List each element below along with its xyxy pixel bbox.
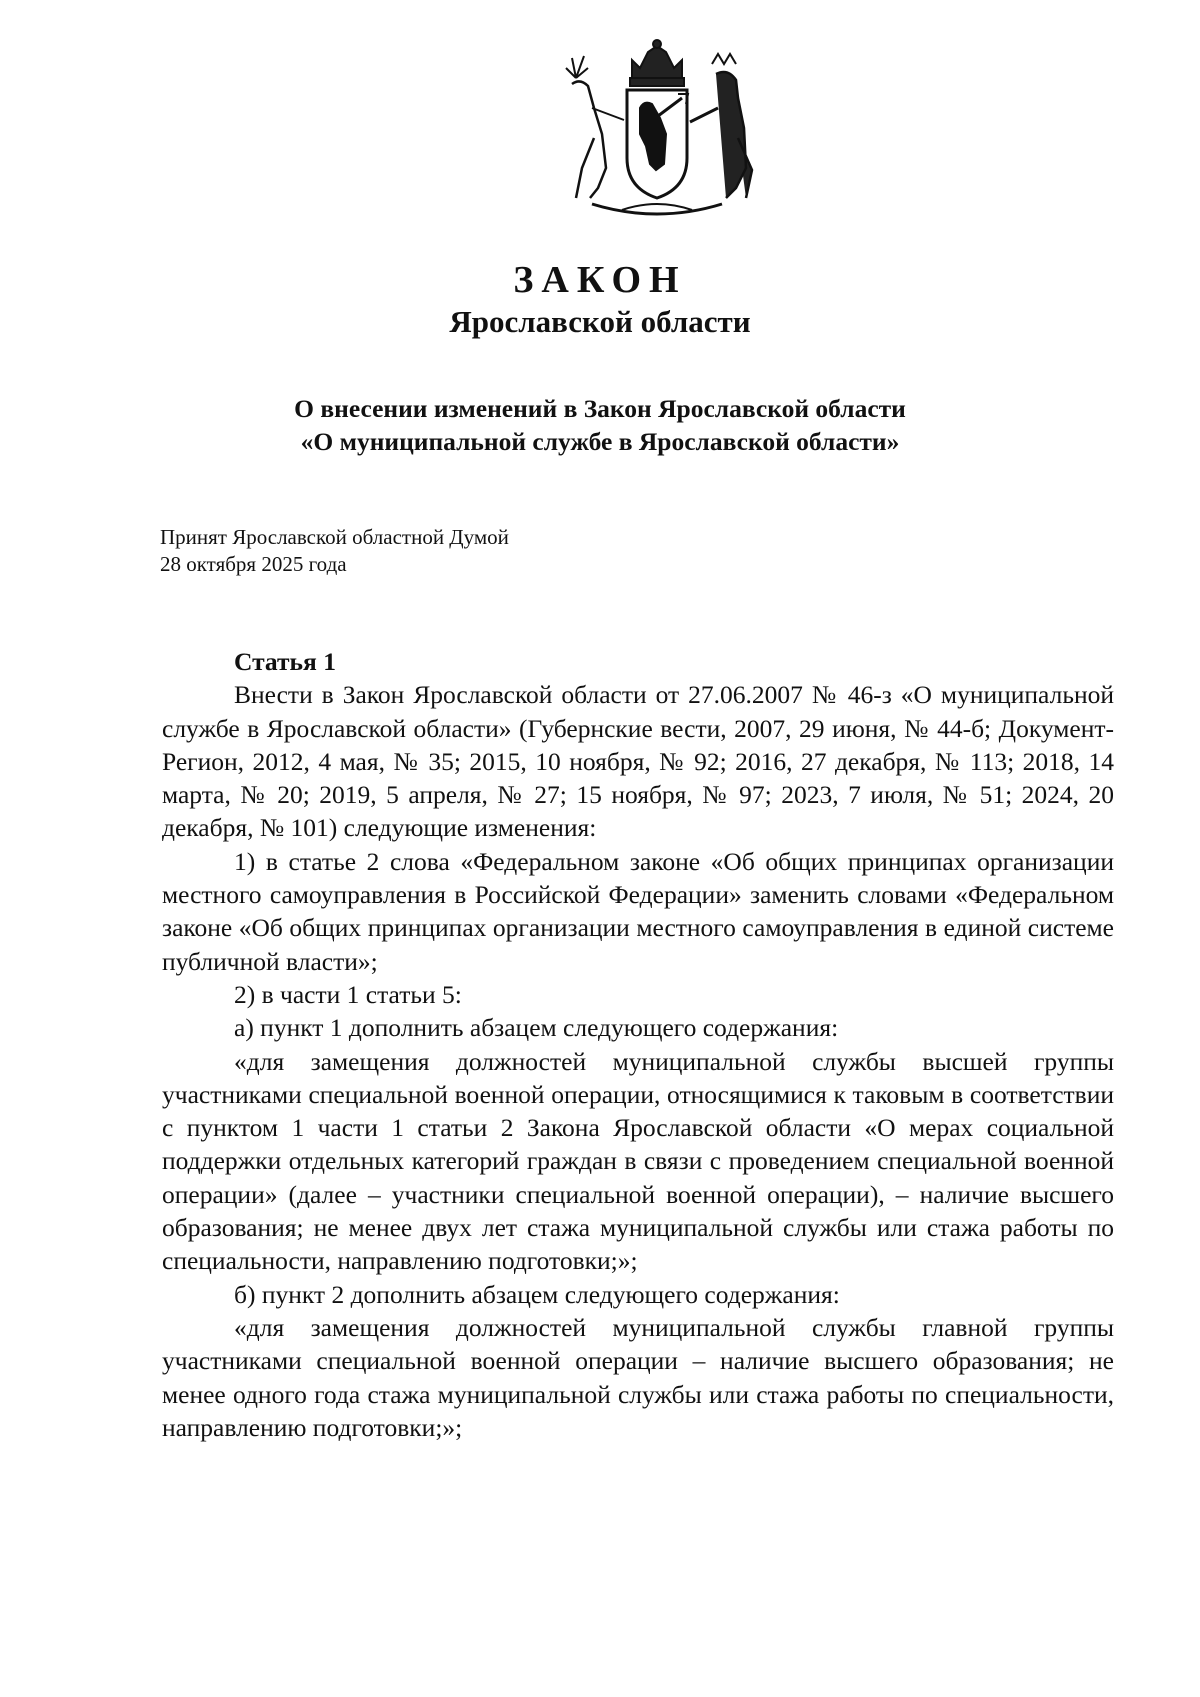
adoption-date: 28 октября 2025 года — [160, 552, 347, 576]
paragraph: 1) в статье 2 слова «Федеральном законе «Об общих принципах организации местного самоуправления в Российской Федерации» заменить словами «Федеральном законе «Об общих принципах организации местного самоуправления в единой системе публичной власти»; — [162, 846, 1114, 976]
document-region: Ярославской области — [449, 304, 751, 339]
paragraph: 2) в части 1 статьи 5: — [234, 979, 462, 1009]
paragraph: б) пункт 2 дополнить абзацем следующего содержания: — [234, 1279, 840, 1309]
adoption-info — [160, 524, 509, 578]
paragraph: «для замещения должностей муниципальной службы высшей группы участниками специальной военной операции, относящимися к таковым в соответствии с пунктом 1 части 1 статьи 2 Закона Ярославской области «О мерах социальной поддержки отдельных категорий граждан в связи с проведением специальной военной операции» (далее – участники специальной военной операции), – наличие высшего образования; не менее двух лет стажа муниципальной службы или стажа работы по специальности, направлению подготовки;»; — [162, 1046, 1114, 1276]
adoption-body: Принят Ярославской областной Думой — [160, 525, 509, 549]
yaroslavl-coat-of-arms-icon — [532, 38, 782, 228]
article-heading: Статья 1 — [234, 647, 336, 676]
document-title — [0, 392, 1200, 458]
paragraph: а) пункт 1 дополнить абзацем следующего содержания: — [234, 1013, 839, 1043]
paragraph: Внести в Закон Ярославской области от 27.06.2007 № 46-з «О муниципальной службе в Ярославской области» (Губернские вести, 2007, 29 июня, № 44-б; Документ-Регион, 2012, 4 мая, № 35; 2015, 10 ноября, № 92; 2016, 27 декабря, № 113; 2018, 14 марта, № 20; 2019, 5 апреля, № 27; 15 ноября, № 97; 2023, 7 июля, № 51; 2024, 20 декабря, № 101) следующие изменения: — [162, 680, 1114, 843]
document-type: ЗАКОН — [513, 259, 687, 301]
document-title-line: О внесении изменений в Закон Ярославской области — [294, 394, 906, 423]
document-title-line: «О муниципальной службе в Ярославской области» — [300, 427, 900, 456]
paragraph: «для замещения должностей муниципальной службы главной группы участниками специальной военной операции – наличие высшего образования; не менее одного года стажа муниципальной службы или стажа работы по специальности, направлению подготовки;»; — [162, 1312, 1114, 1442]
article-body — [162, 645, 1114, 1444]
